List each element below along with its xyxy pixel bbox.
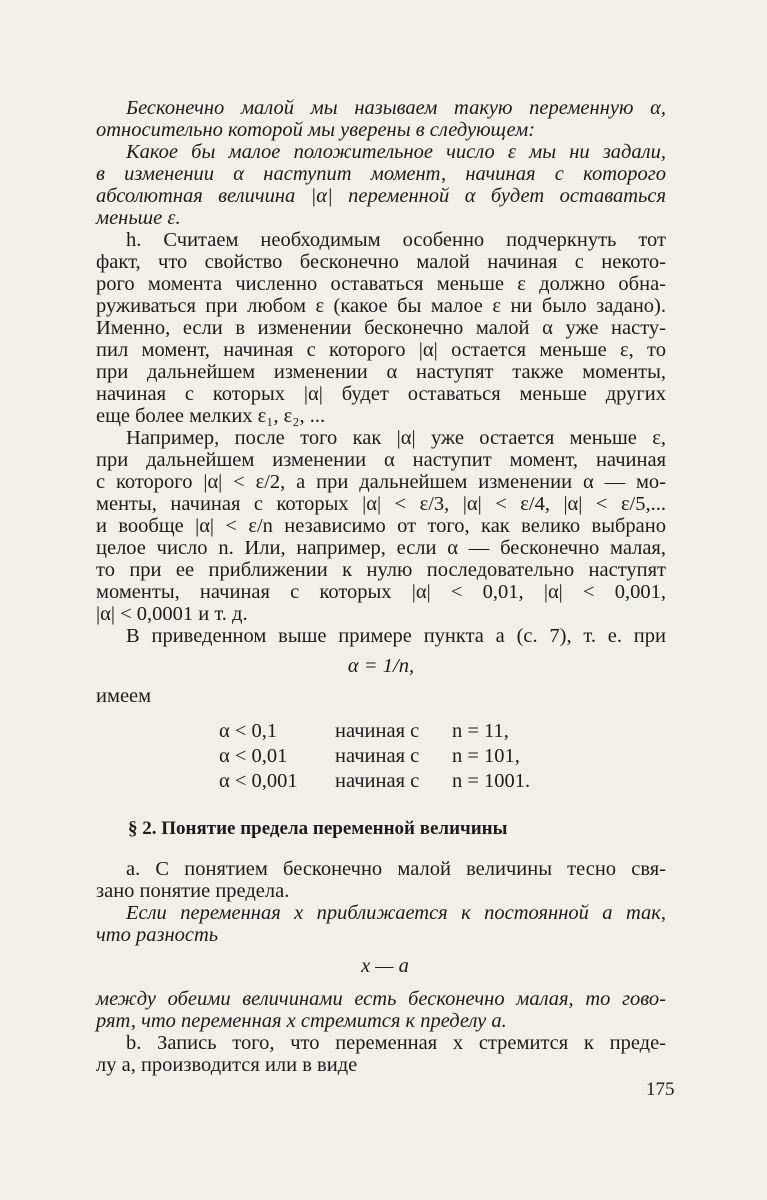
text-line: лу a, производится или в виде xyxy=(96,1054,358,1076)
text-line: имеем xyxy=(96,685,152,707)
table-cell: n = 11, xyxy=(452,720,509,742)
table-cell: начиная с xyxy=(335,745,420,767)
text-line: что разность xyxy=(96,924,219,946)
text-line: В приведенном выше примере пункта a (с. 7), т. е. при xyxy=(126,625,666,647)
formula-alpha: α = 1/n, xyxy=(347,655,415,677)
text-line: рят, что переменная x стремится к пределу a. xyxy=(96,1010,507,1032)
formula-difference: x — a xyxy=(361,955,409,977)
text-line: b. Запись того, что переменная x стремится к преде- xyxy=(126,1032,666,1054)
table-cell: α < 0,01 xyxy=(219,745,288,767)
text-line: руживаться при любом ε (какое бы малое ε ни было задано). xyxy=(96,295,666,317)
text-line: в изменении α наступит момент, начиная с которого xyxy=(96,163,666,185)
text-line: зано понятие предела. xyxy=(96,880,290,902)
text-line: меньше ε. xyxy=(96,207,181,229)
table-row xyxy=(219,770,530,792)
table-cell: α < 0,1 xyxy=(219,720,278,742)
text-line: при дальнейшем изменении α наступит момент, начиная xyxy=(96,449,666,471)
text-line: начиная с которых |α| будет оставаться меньше других xyxy=(96,383,666,405)
text-line: и вообще |α| < ε/n независимо от того, как велико выбрано xyxy=(96,515,666,537)
text-line: еще более мелких ε₁, ε₂, ... xyxy=(96,405,326,427)
text-line: Какое бы малое положительное число ε мы ни задали, xyxy=(126,141,666,163)
table-cell: начиная с xyxy=(335,770,420,792)
table-cell: α < 0,001 xyxy=(219,770,298,792)
text-line: с которого |α| < ε/2, а при дальнейшем изменении α — мо- xyxy=(96,471,666,493)
text-line: Если переменная x приближается к постоянной a так, xyxy=(126,902,666,924)
text-line: менты, начиная с которых |α| < ε/3, |α| < ε/4, |α| < ε/5,... xyxy=(96,493,666,515)
table-cell: n = 101, xyxy=(452,745,520,767)
page-number: 175 xyxy=(646,1079,675,1100)
text-line: между обеими величинами есть бесконечно малая, то гово- xyxy=(96,988,666,1010)
text-line: относительно которой мы уверены в следующем: xyxy=(96,119,536,141)
table-row xyxy=(219,745,520,767)
text-line: h. Считаем необходимым особенно подчеркнуть тот xyxy=(126,229,666,251)
text-line: то при ее приближении к нулю последовательно наступят xyxy=(96,559,666,581)
table-cell: начиная с xyxy=(335,720,420,742)
text-line: Именно, если в изменении бесконечно малой α уже насту- xyxy=(96,317,666,339)
text-line: факт, что свойство бесконечно малой начиная с некото- xyxy=(96,251,666,273)
text-line: Например, после того как |α| уже остается меньше ε, xyxy=(126,427,666,449)
table-cell: n = 1001. xyxy=(452,770,531,792)
text-line: Бесконечно малой мы называем такую переменную α, xyxy=(126,97,666,119)
text-line: при дальнейшем изменении α наступят также моменты, xyxy=(96,361,666,383)
text-line: |α| < 0,0001 и т. д. xyxy=(96,603,248,625)
section-heading: § 2. Понятие предела переменной величины xyxy=(128,818,508,839)
table-row xyxy=(219,720,509,742)
text-line: a. С понятием бесконечно малой величины тесно свя- xyxy=(126,858,666,880)
text-line: абсолютная величина |α| переменной α будет оставаться xyxy=(96,185,666,207)
text-line: моменты, начиная с которых |α| < 0,01, |α| < 0,001, xyxy=(96,581,666,603)
text-line: пил момент, начиная с которого |α| остается меньше ε, то xyxy=(96,339,666,361)
text-line: целое число n. Или, например, если α — бесконечно малая, xyxy=(96,537,666,559)
text-line: рого момента численно оставаться меньше ε должно обна- xyxy=(96,273,666,295)
